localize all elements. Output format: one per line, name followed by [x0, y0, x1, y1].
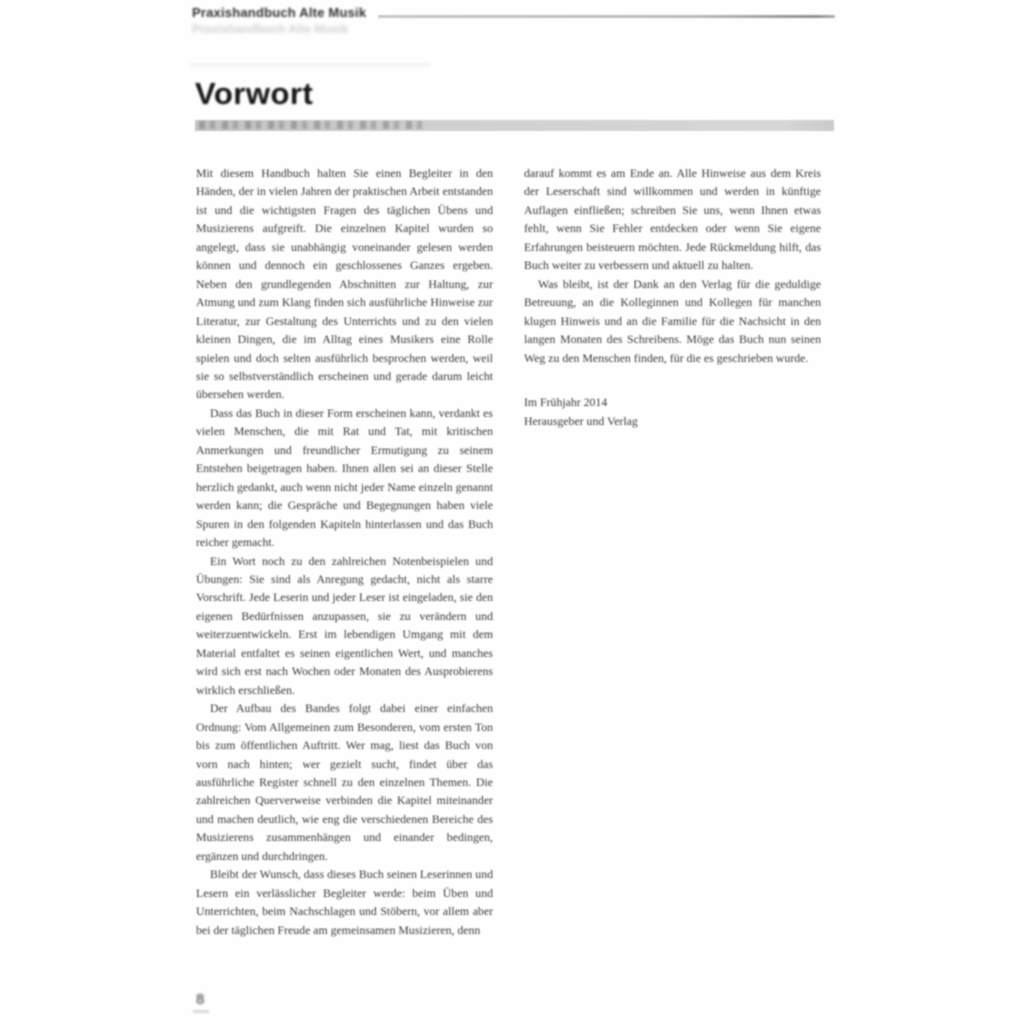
paragraph: Mit diesem Handbuch halten Sie einen Begleiter in den Händen, der in vielen Jahren der praktischen Arbeit entstanden ist und die wichtigsten Fragen des täglichen Übens und Musizierens aufgreift. Die einzelnen Kapitel wurden so angelegt, dass sie unabhängig voneinander gelesen werden können und dennoch ein geschlossenes Ganzes ergeben. Neben den grundlegenden Abschnitten zur Haltung, zur Atmung und zum Klang finden sich ausführliche Hinweise zur Literatur, zur Gestaltung des Unterrichts und zu den vielen kleinen Dingen, die im Alltag eines Musikers eine Rolle spielen und doch selten ausführlich besprochen werden, weil sie so selbstverständlich erscheinen und gerade darum leicht übersehen werden.: [196, 166, 493, 402]
page-title: Vorwort: [195, 76, 314, 111]
paragraph: Was bleibt, ist der Dank an den Verlag für die geduldige Betreuung, an die Kolleginnen und Kollegen für manchen klugen Hinweis und an die Familie für die Nachsicht in den langen Monaten des Schreibens. Möge das Buch nun seinen Weg zu den Menschen finden, für die es geschrieben wurde.: [524, 276, 821, 365]
running-header: Praxishandbuch Alte Musik: [192, 5, 367, 20]
body-left-column: [196, 164, 493, 950]
paragraph: darauf kommt es am Ende an. Alle Hinweise aus dem Kreis der Leserschaft sind willkommen und werden in künftige Auflagen einfließen; schreiben Sie uns, wenn Ihnen etwas fehlt, wenn Sie Fehler entdecken oder wenn Sie eigene Erfahrungen beisteuern möchten. Jede Rückmeldung hilft, das Buch weiter zu verbessern und aktuell zu halten.: [524, 166, 821, 273]
title-bar-ink-mottle: [199, 121, 424, 129]
paragraph: Bleibt der Wunsch, dass dieses Buch seinen Leserinnen und Lesern ein verlässlicher Begleiter werde: beim Üben und Unterrichten, beim Nachschlagen und Stöbern, vor allem aber bei der täglichen Freude am gemeinsamen Musizieren, denn: [196, 867, 493, 937]
signature-block: [524, 393, 821, 431]
running-header-bleedthrough-ghost: Praxishandbuch Alte Musik: [192, 22, 349, 36]
scan-speck: [193, 1010, 209, 1013]
page-number: 8: [196, 991, 205, 1008]
paragraph: Dass das Buch in dieser Form erscheinen kann, verdankt es vielen Menschen, die mit Rat und Tat, mit kritischen Anmerkungen und freundlicher Ermutigung zu seinem Entstehen beigetragen haben. Ihnen allen sei an dieser Stelle herzlich gedankt, auch wenn nicht jeder Name einzeln genannt werden kann; die Gespräche und Begegnungen haben viele Spuren in den folgenden Kapiteln hinterlassen und das Buch reicher gemacht.: [196, 405, 493, 550]
paragraph: Der Aufbau des Bandes folgt dabei einer einfachen Ordnung: Vom Allgemeinen zum Besonderen, vom ersten Ton bis zum öffentlichen Auftritt. Wer mag, liest das Buch von vorn nach hinten; wer gezielt sucht, findet über das ausführliche Register schnell zu den einzelnen Themen. Die zahlreichen Querverweise verbinden die Kapitel miteinander und machen deutlich, wie eng die verschiedenen Bereiche des Musizierens zusammenhängen und einander bedingen, ergänzen und durchdringen.: [196, 701, 493, 863]
paragraph: Ein Wort noch zu den zahlreichen Notenbeispielen und Übungen: Sie sind als Anregung gedacht, nicht als starre Vorschrift. Jede Leserin und jeder Leser ist eingeladen, sie den eigenen Bedürfnissen anzupassen, sie zu verändern und weiterzuentwickeln. Erst im lebendigen Umgang mit dem Material entfaltet es seinen eigentlichen Wert, und manches wird sich erst nach Wochen oder Monaten des Ausprobierens wirklich erschließen.: [196, 553, 493, 697]
signature-date-line: Im Frühjahr 2014: [524, 394, 608, 409]
body-right-column: [524, 164, 821, 431]
header-rule-line: [378, 15, 835, 18]
scan-smudge: [190, 63, 430, 66]
signature-author-line: Herausgeber und Verlag: [524, 413, 638, 428]
